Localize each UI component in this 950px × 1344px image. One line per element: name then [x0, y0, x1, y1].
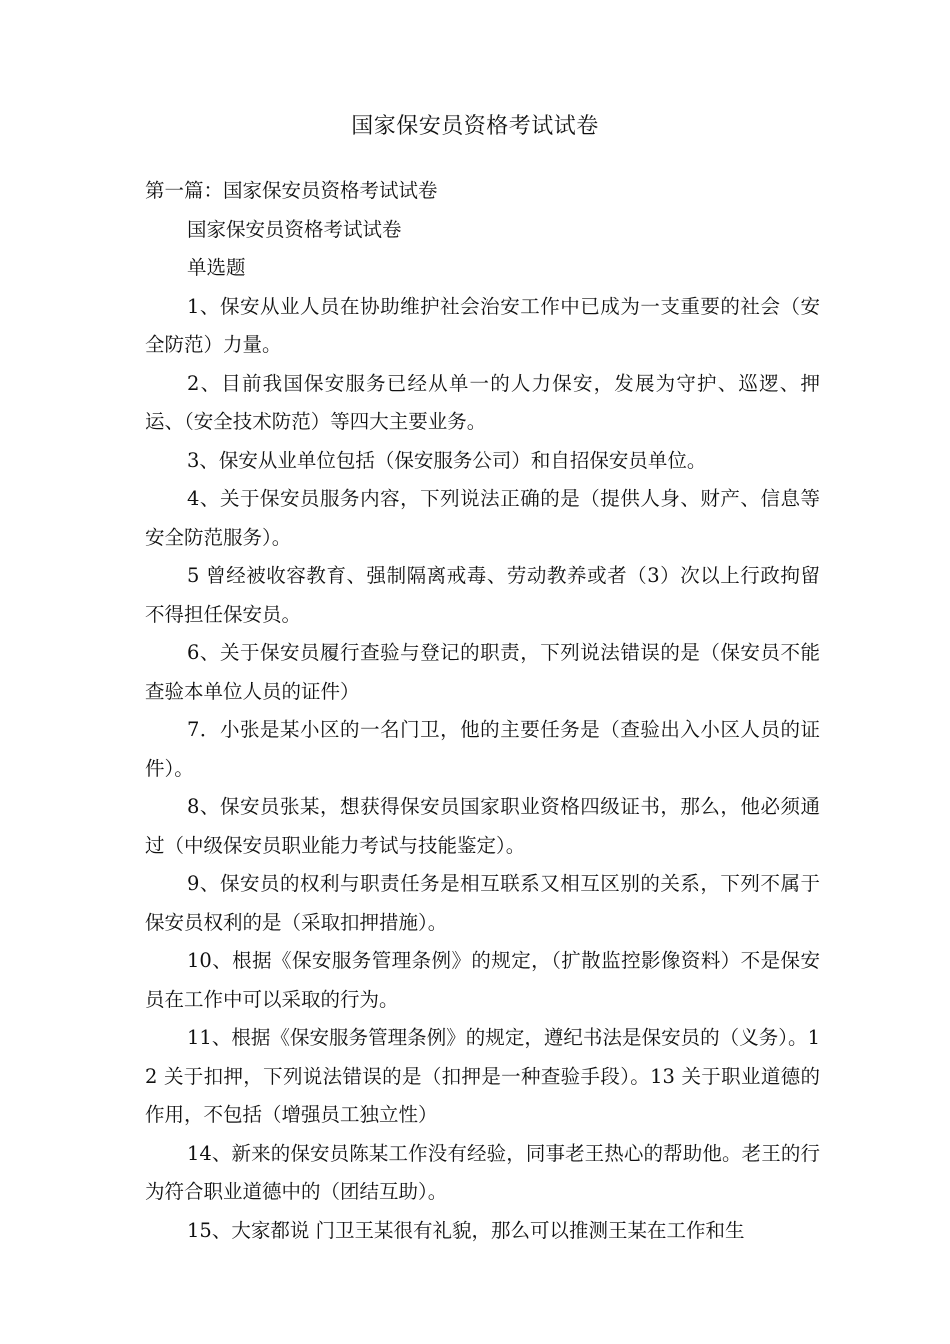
body-paragraph: 7．小张是某小区的一名门卫，他的主要任务是（查验出入小区人员的证件）。	[145, 718, 820, 780]
section-heading: 第一篇：国家保安员资格考试试卷	[145, 179, 438, 202]
document-title: 国家保安员资格考试试卷	[351, 114, 599, 139]
body-paragraph: 9、保安员的权利与职责任务是相互联系又相互区别的关系，下列不属于保安员权利的是（采取扣押措施）。	[145, 872, 820, 934]
body-paragraph: 10、根据《保安服务管理条例》的规定，（扩散监控影像资料）不是保安员在工作中可以采取的行为。	[145, 949, 820, 1011]
body-paragraph: 2、目前我国保安服务已经从单一的人力保安，发展为守护、巡逻、押运、（安全技术防范）等四大主要业务。	[145, 371, 820, 433]
body-paragraph: 1、保安从业人员在协助维护社会治安工作中已成为一支重要的社会（安全防范）力量。	[145, 294, 820, 356]
body-paragraph: 6、关于保安员履行查验与登记的职责，下列说法错误的是（保安员不能查验本单位人员的证件）	[145, 641, 820, 703]
body-paragraph: 5 曾经被收容教育、强制隔离戒毒、劳动教养或者（3）次以上行政拘留不得担任保安员。	[145, 564, 820, 626]
body-paragraph: 11、根据《保安服务管理条例》的规定，遵纪书法是保安员的（义务）。12 关于扣押，下列说法错误的是（扣押是一种查验手段）。13 关于职业道德的作用，不包括（增强员工独立性）	[145, 1026, 820, 1126]
body-paragraph: 14、新来的保安员陈某工作没有经验，同事老王热心的帮助他。老王的行为符合职业道德中的（团结互助）。	[145, 1141, 820, 1203]
body-paragraph: 3、保安从业单位包括（保安服务公司）和自招保安员单位。	[187, 448, 707, 472]
body-paragraph: 8、保安员张某，想获得保安员国家职业资格四级证书，那么，他必须通过（中级保安员职业能力考试与技能鉴定）。	[145, 795, 820, 857]
body-paragraph: 15、大家都说 门卫王某很有礼貌，那么可以推测王某在工作和生	[187, 1218, 745, 1242]
body-paragraph: 4、关于保安员服务内容，下列说法正确的是（提供人身、财产、信息等安全防范服务）。	[145, 487, 820, 549]
body-paragraph: 单选题	[187, 256, 246, 279]
body-paragraph: 国家保安员资格考试试卷	[187, 217, 402, 241]
document-body	[145, 172, 820, 1250]
